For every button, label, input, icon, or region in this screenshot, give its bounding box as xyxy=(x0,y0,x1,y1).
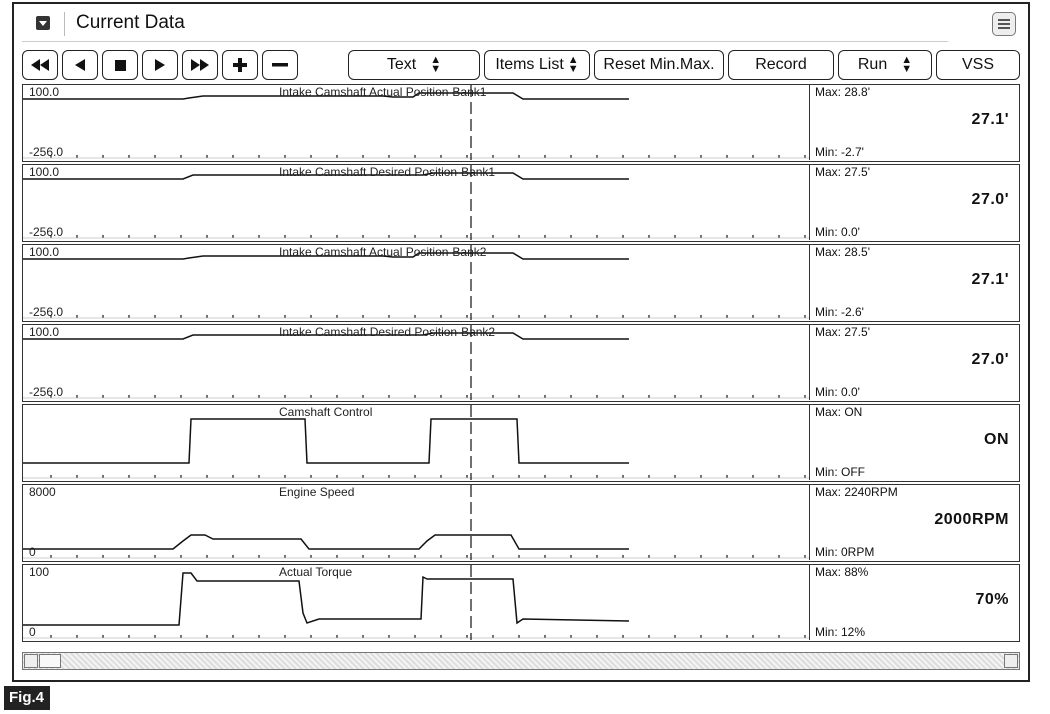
panel-title: Intake Camshaft Desired Position-Bank2 xyxy=(279,325,496,339)
zoom-out-button[interactable] xyxy=(262,50,298,80)
figure-label: Fig.4 xyxy=(4,686,50,710)
panel-title: Camshaft Control xyxy=(279,405,373,419)
max-value: Max: 88% xyxy=(815,565,869,579)
scroll-right-icon[interactable] xyxy=(1004,654,1018,668)
graph-canvas xyxy=(23,405,809,480)
title-divider xyxy=(22,41,948,42)
max-value: Max: 28.8' xyxy=(815,85,870,99)
graph-area[interactable] xyxy=(23,325,810,400)
value-readout xyxy=(809,485,1019,560)
horizontal-scrollbar[interactable] xyxy=(22,652,1020,670)
value-readout xyxy=(809,245,1019,320)
stop-icon xyxy=(115,60,126,71)
panel-title: Intake Camshaft Actual Position-Bank2 xyxy=(279,245,487,259)
title-separator xyxy=(64,12,65,36)
panel-title: Actual Torque xyxy=(279,565,353,579)
current-value: 27.1' xyxy=(971,271,1009,288)
updown-icon: ▲ ▼ xyxy=(567,54,579,75)
graph-canvas xyxy=(23,565,809,640)
min-value: Min: 0.0' xyxy=(815,225,860,239)
rewind-button[interactable] xyxy=(22,50,58,80)
max-value: Max: 27.5' xyxy=(815,325,870,339)
current-value: 27.1' xyxy=(971,111,1009,128)
window-title: Current Data xyxy=(76,12,185,33)
value-readout xyxy=(809,405,1019,480)
graph-area[interactable] xyxy=(23,485,810,560)
current-value: 27.0' xyxy=(971,351,1009,368)
plus-icon xyxy=(233,58,247,72)
y-max-label: 100.0 xyxy=(29,245,60,259)
current-value: 2000RPM xyxy=(934,511,1009,528)
reset-minmax-label: Reset Min.Max. xyxy=(603,56,715,73)
y-max-label: 100 xyxy=(29,565,50,579)
max-value: Max: ON xyxy=(815,405,863,419)
updown-icon: ▲ ▼ xyxy=(430,54,442,75)
current-value: ON xyxy=(984,431,1009,448)
record-label: Record xyxy=(755,56,807,73)
text-dropdown-label: Text xyxy=(386,56,417,73)
y-max-label: 100.0 xyxy=(29,165,60,179)
min-value: Min: -2.6' xyxy=(815,305,864,319)
graph-area[interactable] xyxy=(23,405,810,480)
reset-minmax-button[interactable] xyxy=(594,50,724,80)
record-button[interactable] xyxy=(728,50,834,80)
value-readout xyxy=(809,85,1019,160)
items-list-dropdown[interactable] xyxy=(484,50,590,80)
zoom-in-button[interactable] xyxy=(222,50,258,80)
data-panel[interactable] xyxy=(22,164,1020,242)
title-bar xyxy=(14,4,1028,42)
max-value: Max: 28.5' xyxy=(815,245,870,259)
max-value: Max: 2240RPM xyxy=(815,485,898,499)
scroll-left-icon[interactable] xyxy=(24,654,38,668)
min-value: Min: -2.7' xyxy=(815,145,864,159)
y-max-label: 8000 xyxy=(29,485,56,499)
collapse-icon[interactable] xyxy=(36,16,50,30)
fast-forward-icon xyxy=(191,59,209,71)
text-dropdown[interactable] xyxy=(348,50,480,80)
value-readout xyxy=(809,325,1019,400)
play-button[interactable] xyxy=(142,50,178,80)
value-readout xyxy=(809,565,1019,640)
updown-icon: ▲ ▼ xyxy=(901,54,913,75)
signal-trace xyxy=(23,573,629,625)
step-back-button[interactable] xyxy=(62,50,98,80)
y-min-label: 0 xyxy=(29,545,36,559)
step-back-icon xyxy=(75,59,85,71)
vss-label: VSS xyxy=(961,56,994,73)
min-value: Min: 0.0' xyxy=(815,385,860,399)
items-list-label: Items List xyxy=(495,56,564,73)
min-value: Min: OFF xyxy=(815,465,865,479)
y-max-label: 100.0 xyxy=(29,325,60,339)
y-min-label: -256.0 xyxy=(29,145,64,159)
graph-canvas xyxy=(23,485,809,560)
graph-area[interactable] xyxy=(23,85,810,160)
signal-trace xyxy=(23,419,629,463)
data-panel[interactable] xyxy=(22,244,1020,322)
panel-title: Intake Camshaft Actual Position-Bank1 xyxy=(279,85,487,99)
value-readout xyxy=(809,165,1019,240)
menu-icon[interactable] xyxy=(992,12,1016,36)
vss-button[interactable] xyxy=(936,50,1020,80)
current-value: 27.0' xyxy=(971,191,1009,208)
data-panel[interactable] xyxy=(22,564,1020,642)
y-min-label: 0 xyxy=(29,625,36,639)
panel-title: Intake Camshaft Desired Position-Bank1 xyxy=(279,165,496,179)
signal-trace xyxy=(23,535,629,549)
min-value: Min: 12% xyxy=(815,625,866,639)
run-dropdown[interactable] xyxy=(838,50,932,80)
run-label: Run xyxy=(857,56,888,73)
data-panel[interactable] xyxy=(22,324,1020,402)
rewind-icon xyxy=(31,59,49,71)
y-min-label: -256.0 xyxy=(29,385,64,399)
y-min-label: -256.0 xyxy=(29,225,64,239)
y-min-label: -256.0 xyxy=(29,305,64,319)
scroll-thumb[interactable] xyxy=(39,654,61,668)
fast-forward-button[interactable] xyxy=(182,50,218,80)
data-panel[interactable] xyxy=(22,404,1020,482)
graph-area[interactable] xyxy=(23,165,810,240)
max-value: Max: 27.5' xyxy=(815,165,870,179)
play-icon xyxy=(155,59,165,71)
minus-icon xyxy=(272,63,288,67)
graph-area[interactable] xyxy=(23,245,810,320)
panel-title: Engine Speed xyxy=(279,485,355,499)
stop-button[interactable] xyxy=(102,50,138,80)
current-data-window xyxy=(12,2,1030,682)
current-value: 70% xyxy=(975,591,1009,608)
y-max-label: 100.0 xyxy=(29,85,60,99)
graph-area[interactable] xyxy=(23,565,810,640)
data-panel[interactable] xyxy=(22,484,1020,562)
min-value: Min: 0RPM xyxy=(815,545,875,559)
data-panel[interactable] xyxy=(22,84,1020,162)
